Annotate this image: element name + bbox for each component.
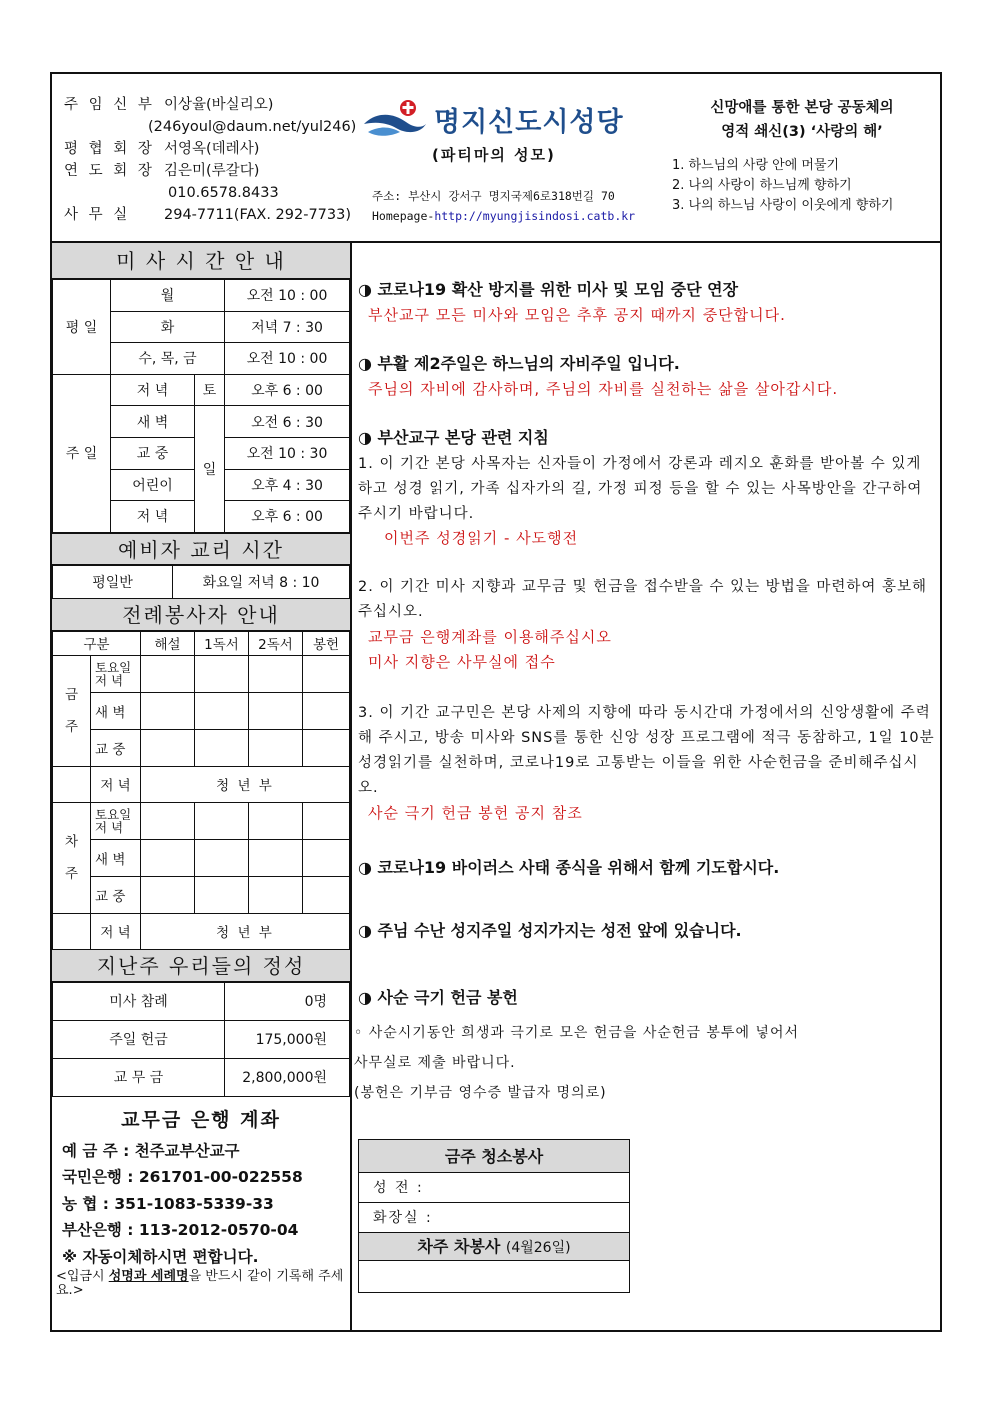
bank-title: 교무금 은행 계좌 [121,1108,281,1131]
bank-note-post: 을 반드시 같이 기록해 주세요.> [56,1269,344,1299]
bank-note [52,1270,350,1298]
liturgy-header: 구분 [53,631,141,655]
liturgy-cell [249,876,303,913]
bank-line: 국민은행 : 261701-00-022558 [62,1168,303,1187]
this-week-label: 금 주 [53,655,91,766]
liturgy-cell [249,655,303,692]
mass-name: 저 녁 [111,501,195,533]
offering-value: 175,000원 [225,1020,350,1058]
motto-item: 3. 나의 하느님 사랑이 이웃에게 향하기 [672,198,894,213]
motto-item: 1. 하느님의 사랑 안에 머물기 [672,158,840,173]
liturgy-title: 전례봉사자 안내 [52,599,350,631]
notice-red-text: 주님의 자비에 감사하며, 주님의 자비를 실천하는 삶을 살아갑시다. [368,380,839,398]
duty-row: 화장실 : [359,1203,629,1233]
liturgy-cell [195,729,249,766]
notice-body: ◦ 사순시기동안 희생과 극기로 모은 헌금을 사순헌금 봉투에 넣어서 사무실로 제출 바랍니다. (봉헌은 기부금 영수증 발급자 명의로) [354,1025,800,1101]
mass-name: 저 녁 [111,374,195,406]
mass-time: 저녁 7 : 30 [225,311,350,343]
liturgy-cell [195,692,249,729]
liturgy-blank [53,766,91,802]
bank-note-pre: <입금시 [56,1269,109,1285]
bank-note-bold: 성명과 세례명 [108,1269,189,1285]
patron-name: (파티마의 성모) [432,146,556,164]
bank-line: ※ 자동이체하시면 편합니다. [62,1247,259,1266]
notice-item [358,277,938,325]
catechumen-title: 예비자 교리 시간 [52,533,350,565]
liturgy-cell [303,876,350,913]
notice-red-text: 이번주 성경읽기 - 사도행전 [384,529,579,547]
left-column [52,243,352,1330]
evening-label: 저 녁 [91,913,141,949]
liturgy-blank [53,913,91,949]
liturgy-cell [195,876,249,913]
mass-time-table [52,279,350,533]
liturgy-cell [195,839,249,876]
notice-heading: ◑ 사순 극기 헌금 봉헌 [358,988,518,1007]
catechumen-label: 평일반 [53,565,173,598]
bank-line: 예 금 주 : 천주교부산교구 [62,1141,240,1160]
mass-day: 수, 목, 금 [111,343,225,375]
offering-value: 2,800,000원 [225,1058,350,1096]
liturgy-cell [249,839,303,876]
mass-day: 화 [111,311,225,343]
address-block [372,186,635,226]
mass-time: 오전 10 : 00 [225,343,350,375]
liturgy-cell [303,692,350,729]
liturgy-row-label: 새 벽 [91,839,141,876]
liturgy-row-label: 새 벽 [91,692,141,729]
offering-value: 0명 [225,982,350,1020]
notice-red-text: 사순 극기 헌금 봉헌 공지 참조 [368,804,583,822]
staff-label: 연 도 회 장 [64,163,155,179]
bank-line: 부산은행 : 113-2012-0570-04 [62,1221,299,1240]
notice-item [358,351,938,399]
staff-label: 사 무 실 [64,207,131,223]
motto-list [672,156,932,216]
bank-account-block [52,1097,350,1271]
staff-value: 서영옥(데레사) [164,141,260,157]
notice-heading: ◑ 주님 수난 성지주일 성지가지는 성전 앞에 있습니다. [358,921,742,940]
motto-title-line2: 영적 쇄신(3) ‘사랑의 해’ [721,124,883,140]
notice-body: 3. 이 기간 교구민은 본당 사제의 지향에 따라 동시간대 가정에서의 신앙생활에 주력해 주시고, 방송 미사와 SNS를 통한 신앙 성장 프로그램에 적극 동참하고, 1일 10분 성경읽기를 실천하며, 코로나19로 고통받는 이들을 위한 사순헌금을 준비해주십시오. [358,705,935,796]
youth-label: 청 년 부 [141,766,350,802]
mass-name: 새 벽 [111,406,195,438]
offering-label: 미사 참례 [53,982,225,1020]
mass-sub: 토 [195,374,225,406]
liturgy-table [52,631,350,950]
liturgy-cell [141,729,195,766]
mass-time: 오후 6 : 00 [225,374,350,406]
liturgy-cell [141,802,195,839]
liturgy-cell [195,655,249,692]
liturgy-cell [141,655,195,692]
mass-time: 오전 10 : 30 [225,437,350,469]
bank-line: 농 협 : 351-1083-5339-33 [62,1194,274,1213]
liturgy-header: 2독서 [249,631,303,655]
homepage-label: Homepage- [372,209,435,223]
mass-name: 교 중 [111,437,195,469]
next-week-label: 차 주 [53,802,91,913]
notice-heading: ◑ 부활 제2주일은 하느님의 자비주일 입니다. [358,354,680,373]
liturgy-header: 봉헌 [303,631,350,655]
notice-heading: ◑ 부산교구 본당 관련 지침 [358,428,549,447]
motto-title-line1: 신망애를 통한 본당 공동체의 [710,100,894,116]
liturgy-cell [303,802,350,839]
bulletin-header [52,74,940,243]
staff-label: 주 임 신 부 [64,97,155,113]
offering-title: 지난주 우리들의 정성 [52,950,350,982]
liturgy-cell [141,839,195,876]
motto-block [672,96,932,216]
liturgy-cell [303,839,350,876]
staff-label: 평 협 회 장 [64,141,155,157]
catechumen-time: 화요일 저녁 8 : 10 [173,565,350,598]
liturgy-cell [141,692,195,729]
mass-title: 미 사 시 간 안 내 [52,243,350,279]
weekday-label: 평 일 [53,280,111,375]
notice-red-text: 부산교구 모든 미사와 모임은 추후 공지 때까지 중단합니다. [368,306,786,324]
liturgy-cell [249,802,303,839]
notice-item [354,1018,938,1108]
duty-title: 금주 청소봉사 [359,1140,629,1173]
staff-phone: 010.6578.8433 [168,185,279,201]
offering-label: 교 무 금 [53,1058,225,1096]
mass-time: 오후 6 : 00 [225,501,350,533]
liturgy-cell [141,876,195,913]
liturgy-cell [195,802,249,839]
church-logo [362,98,652,138]
mass-name: 어린이 [111,469,195,501]
notice-red-text: 교무금 은행계좌를 이용해주십시오 [368,628,612,646]
mass-day: 월 [111,280,225,312]
offering-label: 주일 헌금 [53,1020,225,1058]
motto-item: 2. 나의 사랑이 하느님께 향하기 [672,178,852,193]
liturgy-cell [249,729,303,766]
liturgy-row-label: 토요일 저 녁 [91,655,141,692]
notice-item [358,918,938,941]
notice-body: 1. 이 기간 본당 사목자는 신자들이 가정에서 강론과 레지오 훈화를 받아볼 수 있게 하고 성경 읽기, 가족 십자가의 길, 가정 피정 등을 할 수 있는 사목방안을 간구하여 주시기 바랍니다. [358,456,923,522]
notice-item [358,855,938,878]
evening-label: 저 녁 [91,766,141,802]
notice-item [358,985,938,1008]
liturgy-row-label: 토요일 저 녁 [91,802,141,839]
right-column [354,243,940,1330]
notice-heading: ◑ 코로나19 확산 방지를 위한 미사 및 모임 중단 연장 [358,280,739,299]
staff-value: 김은미(루갈다) [164,163,260,179]
liturgy-header: 1독서 [195,631,249,655]
staff-email: (246youl@daum.net/yul246) [148,119,357,135]
notices-list [354,277,938,1108]
liturgy-cell [249,692,303,729]
liturgy-cell [303,655,350,692]
youth-label: 청 년 부 [141,913,350,949]
notice-item [358,452,938,549]
sunday-label: 주 일 [53,374,111,532]
mass-time: 오전 10 : 00 [225,280,350,312]
duty-row: 성 전 : [359,1173,629,1203]
notice-heading: ◑ 코로나19 바이러스 사태 종식을 위해서 함께 기도합시다. [358,858,780,877]
mass-time: 오후 4 : 30 [225,469,350,501]
church-emblem-icon [362,98,428,138]
next-duty-empty [359,1261,629,1292]
address-text: 주소: 부산시 강서구 명지국제6로318번길 70 [372,189,615,203]
liturgy-header: 해설 [141,631,195,655]
notice-body: 2. 이 기간 미사 지향과 교무금 및 헌금을 접수받을 수 있는 방법을 마련하여 홍보해주십시오. [358,579,927,620]
offering-table [52,982,350,1097]
liturgy-row-label: 교 중 [91,729,141,766]
catechumen-table [52,565,350,599]
notice-item [358,425,938,448]
homepage-link[interactable]: http://myungjisindosi.catb.kr [434,209,636,223]
notice-item [358,575,938,675]
notice-item [358,701,938,825]
staff-value: 294-7711(FAX. 292-7733) [164,207,352,223]
next-duty-title [359,1233,629,1261]
mass-time: 오전 6 : 30 [225,406,350,438]
next-duty-label: 차주 차봉사 [417,1237,501,1256]
notice-red-text: 미사 지향은 사무실에 접수 [368,653,556,671]
church-name: 명지신도시성당 [434,107,624,138]
bulletin-page [50,72,942,1332]
liturgy-cell [303,729,350,766]
staff-value: 이상율(바실리오) [164,97,274,113]
staff-list [64,94,356,226]
cleaning-duty-box [358,1139,630,1293]
sunday-day-label: 일 [195,406,225,532]
liturgy-row-label: 교 중 [91,876,141,913]
next-duty-date: (4월26일) [505,1240,571,1256]
